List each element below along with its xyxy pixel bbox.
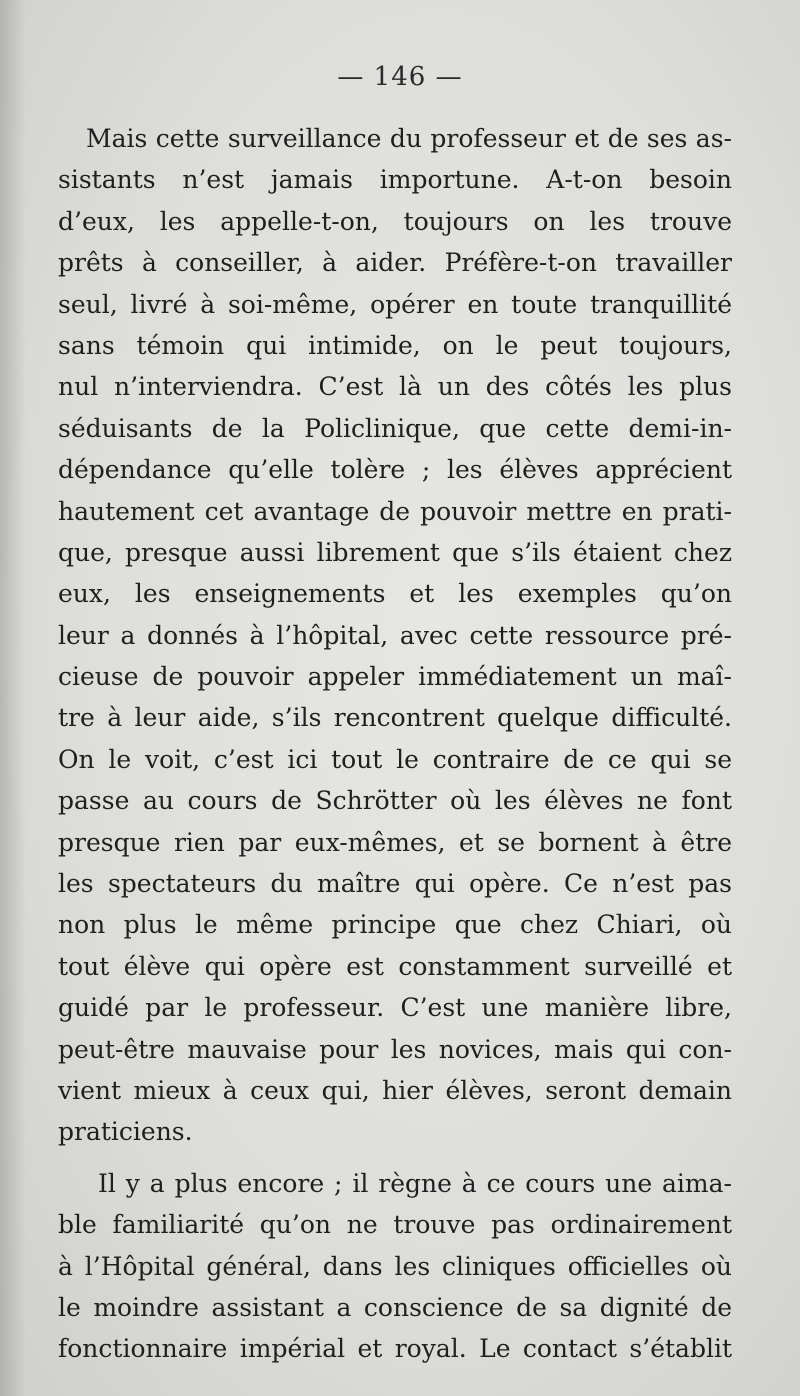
text-line: vient mieux à ceux qui, hier élèves, seront demain xyxy=(58,1075,732,1105)
text-line: tre à leur aide, s’ils rencontrent quelque difficulté. xyxy=(58,703,732,733)
text-line: On le voit, c’est ici tout le contraire de ce qui se xyxy=(58,744,732,774)
text-line: hautement cet avantage de pouvoir mettre en prati- xyxy=(58,496,732,526)
text-line: cieuse de pouvoir appeler immédiatement un maî- xyxy=(58,662,732,692)
text-line: dépendance qu’elle tolère ; les élèves apprécient xyxy=(58,455,732,485)
text-line: eux, les enseignements et les exemples qu’on xyxy=(58,579,732,609)
text-line: presque rien par eux-mêmes, et se bornent à être xyxy=(58,827,732,857)
page-number: — 146 — xyxy=(337,62,463,92)
text-line: prêts à conseiller, à aider. Préfère-t-on travailler xyxy=(58,248,732,278)
text-line: les spectateurs du maître qui opère. Ce n’est pas xyxy=(58,869,732,899)
page-edge-shadow xyxy=(0,0,26,1396)
text-line: ble familiarité qu’on ne trouve pas ordinairement xyxy=(58,1210,732,1240)
text-line: que, presque aussi librement que s’ils étaient chez xyxy=(58,537,732,567)
text-line: Mais cette surveillance du professeur et de ses as- xyxy=(86,124,732,153)
text-line: fonctionnaire impérial et royal. Le contact s’établit xyxy=(58,1334,732,1364)
text-line: peut-être mauvaise pour les novices, mais qui con- xyxy=(58,1034,732,1064)
text-line: non plus le même principe que chez Chiari, où xyxy=(58,910,732,940)
text-line: seul, livré à soi-même, opérer en toute tranquillité xyxy=(58,289,732,319)
text-line: Il y a plus encore ; il règne à ce cours une aima- xyxy=(98,1168,732,1198)
text-line: séduisants de la Policlinique, que cette demi-in- xyxy=(58,413,732,443)
text-line: à l’Hôpital général, dans les cliniques officielles où xyxy=(58,1251,732,1281)
paragraph-2 xyxy=(58,1163,732,1370)
text-line: nul n’interviendra. C’est là un des côtés les plus xyxy=(58,372,732,402)
body-text xyxy=(58,118,732,1370)
text-line: passe au cours de Schrötter où les élèves ne font xyxy=(58,786,732,816)
text-line: praticiens. xyxy=(58,1117,193,1147)
paragraph-1 xyxy=(58,118,732,1153)
paragraph-gap xyxy=(58,1153,732,1163)
text-line: d’eux, les appelle-t-on, toujours on les trouve xyxy=(58,206,732,236)
text-line: sistants n’est jamais importune. A-t-on besoin xyxy=(58,165,732,195)
text-line: sans témoin qui intimide, on le peut toujours, xyxy=(58,330,732,360)
text-line: tout élève qui opère est constamment surveillé et xyxy=(58,951,732,981)
text-line: le moindre assistant a conscience de sa dignité de xyxy=(58,1292,732,1322)
text-line: leur a donnés à l’hôpital, avec cette ressource pré- xyxy=(58,620,732,650)
text-line: guidé par le professeur. C’est une manière libre, xyxy=(58,993,732,1023)
